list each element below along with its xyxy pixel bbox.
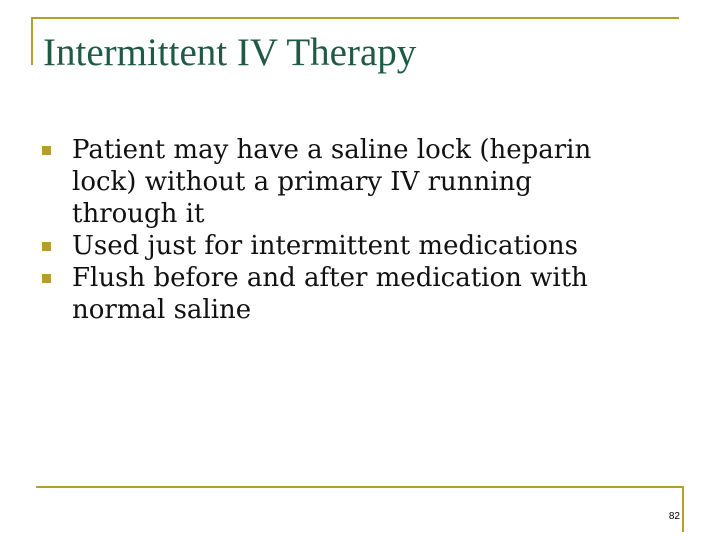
bullet-list: [40, 134, 660, 326]
frame-line-bottom: [36, 486, 684, 488]
frame-line-left: [31, 17, 33, 65]
square-bullet-icon: [42, 242, 51, 251]
bullet-text: Used just for intermittent medications: [72, 231, 578, 261]
slide-title: Intermittent IV Therapy: [43, 31, 417, 74]
bullet-item: [40, 262, 660, 326]
frame-line-right: [682, 486, 684, 532]
bullet-item: [40, 230, 660, 262]
frame-line-top: [31, 17, 679, 19]
bullet-text: Flush before and after medication with normal saline: [72, 263, 588, 325]
square-bullet-icon: [42, 274, 51, 283]
bullet-item: [40, 134, 660, 230]
square-bullet-icon: [42, 146, 51, 155]
bullet-text: Patient may have a saline lock (heparin lock) without a primary IV running through it: [72, 135, 592, 229]
page-number: 82: [668, 511, 680, 522]
